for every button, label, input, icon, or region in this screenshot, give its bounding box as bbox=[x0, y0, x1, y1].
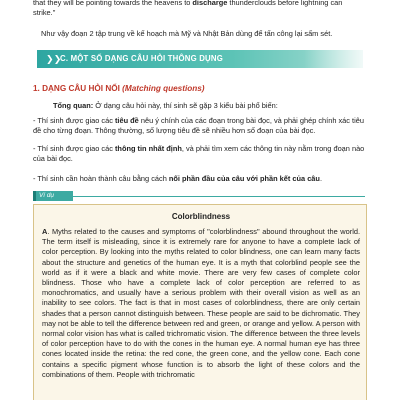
example-tag bbox=[33, 191, 73, 201]
section-title: C. MỘT SỐ DẠNG CÂU HỎI THÔNG DỤNG bbox=[60, 54, 223, 63]
heading-subtitle: (Matching questions) bbox=[122, 84, 205, 93]
section-banner bbox=[37, 50, 363, 68]
chevron-right-icon: ❯❯ bbox=[46, 54, 62, 64]
paragraph-text: . Myths related to the causes and symptoms of "colorblindness" abound throughout the world. The term itself is misleading, since it is extremely rare for anyone to have a complete lack of color perception. By looking into the myths related to color blindness, one can learn many facts about the structure and genetics of the human eye. It is a myth that colorblind people see the world as if it were a black and white movie. There are very few cases of complete color blindness. Those who have a complete lack of color perception are referred to as monochromatics, and usually have a serious problem with their overall vision as well as an inability to see colors. The fact is that in most cases of colorblindness, there are only certain shades that a person cannot distinguish between. These people are said to be dichromatic. They may not be able to tell the difference between red and green, or orange and yellow. A person with normal color vision has what is called trichromatic vision. The difference between the three levels of color perception have to do with the cones in the human eye. A normal human eye has three cones located inside the retina: the red cone, the green cone, and the yellow cone. Each cone contains a specific pigment whose function is to absorb the light of these colors and the combinations of them. People with trichromatic bbox=[42, 227, 360, 379]
overview-text: Ở dạng câu hỏi này, thí sinh sẽ gặp 3 kiểu bài phổ biến: bbox=[93, 101, 278, 110]
passage-body bbox=[42, 227, 360, 380]
bullet-bold: thông tin nhất định bbox=[114, 144, 182, 153]
bullet-item bbox=[33, 116, 365, 135]
bullet-item bbox=[33, 144, 365, 163]
example-divider bbox=[73, 196, 365, 197]
banner-fade bbox=[304, 50, 364, 68]
heading-number-title: 1. DẠNG CÂU HỎI NỐI bbox=[33, 84, 120, 93]
passage-title: Colorblindness bbox=[171, 212, 231, 221]
cut-line-bold: discharge bbox=[192, 0, 228, 7]
bullet-pre: - Thí sinh được giao các bbox=[33, 144, 115, 153]
passage-box bbox=[33, 204, 367, 400]
cut-line-pre: that they will be pointing towards the heavens to bbox=[33, 0, 193, 7]
example-tag-label: Ví dụ bbox=[39, 192, 54, 199]
bullet-post: . bbox=[319, 174, 322, 183]
bullet-bold: tiêu đề bbox=[114, 116, 139, 125]
overview-label: Tổng quan: bbox=[53, 101, 94, 110]
conclusion-text: Như vậy đoạn 2 tập trung về kế hoạch mà Mỹ và Nhật Bản dùng để tấn công lại sấm sét. bbox=[41, 29, 333, 38]
paragraph-label: A bbox=[42, 227, 48, 236]
bullet-post: , và phải tìm xem các thông tin này nằm trong đoạn nào của bài đọc. bbox=[33, 144, 365, 163]
question-type-heading bbox=[33, 84, 205, 93]
overview-paragraph bbox=[33, 101, 365, 111]
cut-line-post: thunderclouds before lightning can strike." bbox=[33, 0, 343, 17]
previous-passage-tail bbox=[33, 0, 363, 17]
bullet-post: nêu ý chính của các đoạn trong bài đọc, và phải ghép chính xác tiêu đề cho từng đoạn. Thông thường, số lượng tiêu đề sẽ nhiều hơn số đoạn của bài đọc. bbox=[33, 116, 364, 135]
bullet-pre: - Thí sinh cần hoàn thành câu bằng cách bbox=[33, 174, 169, 183]
bullet-bold: nối phần đầu của câu với phần kết của câu bbox=[168, 174, 320, 183]
bullet-item bbox=[33, 174, 365, 184]
bullet-pre: - Thí sinh được giao các bbox=[33, 116, 115, 125]
